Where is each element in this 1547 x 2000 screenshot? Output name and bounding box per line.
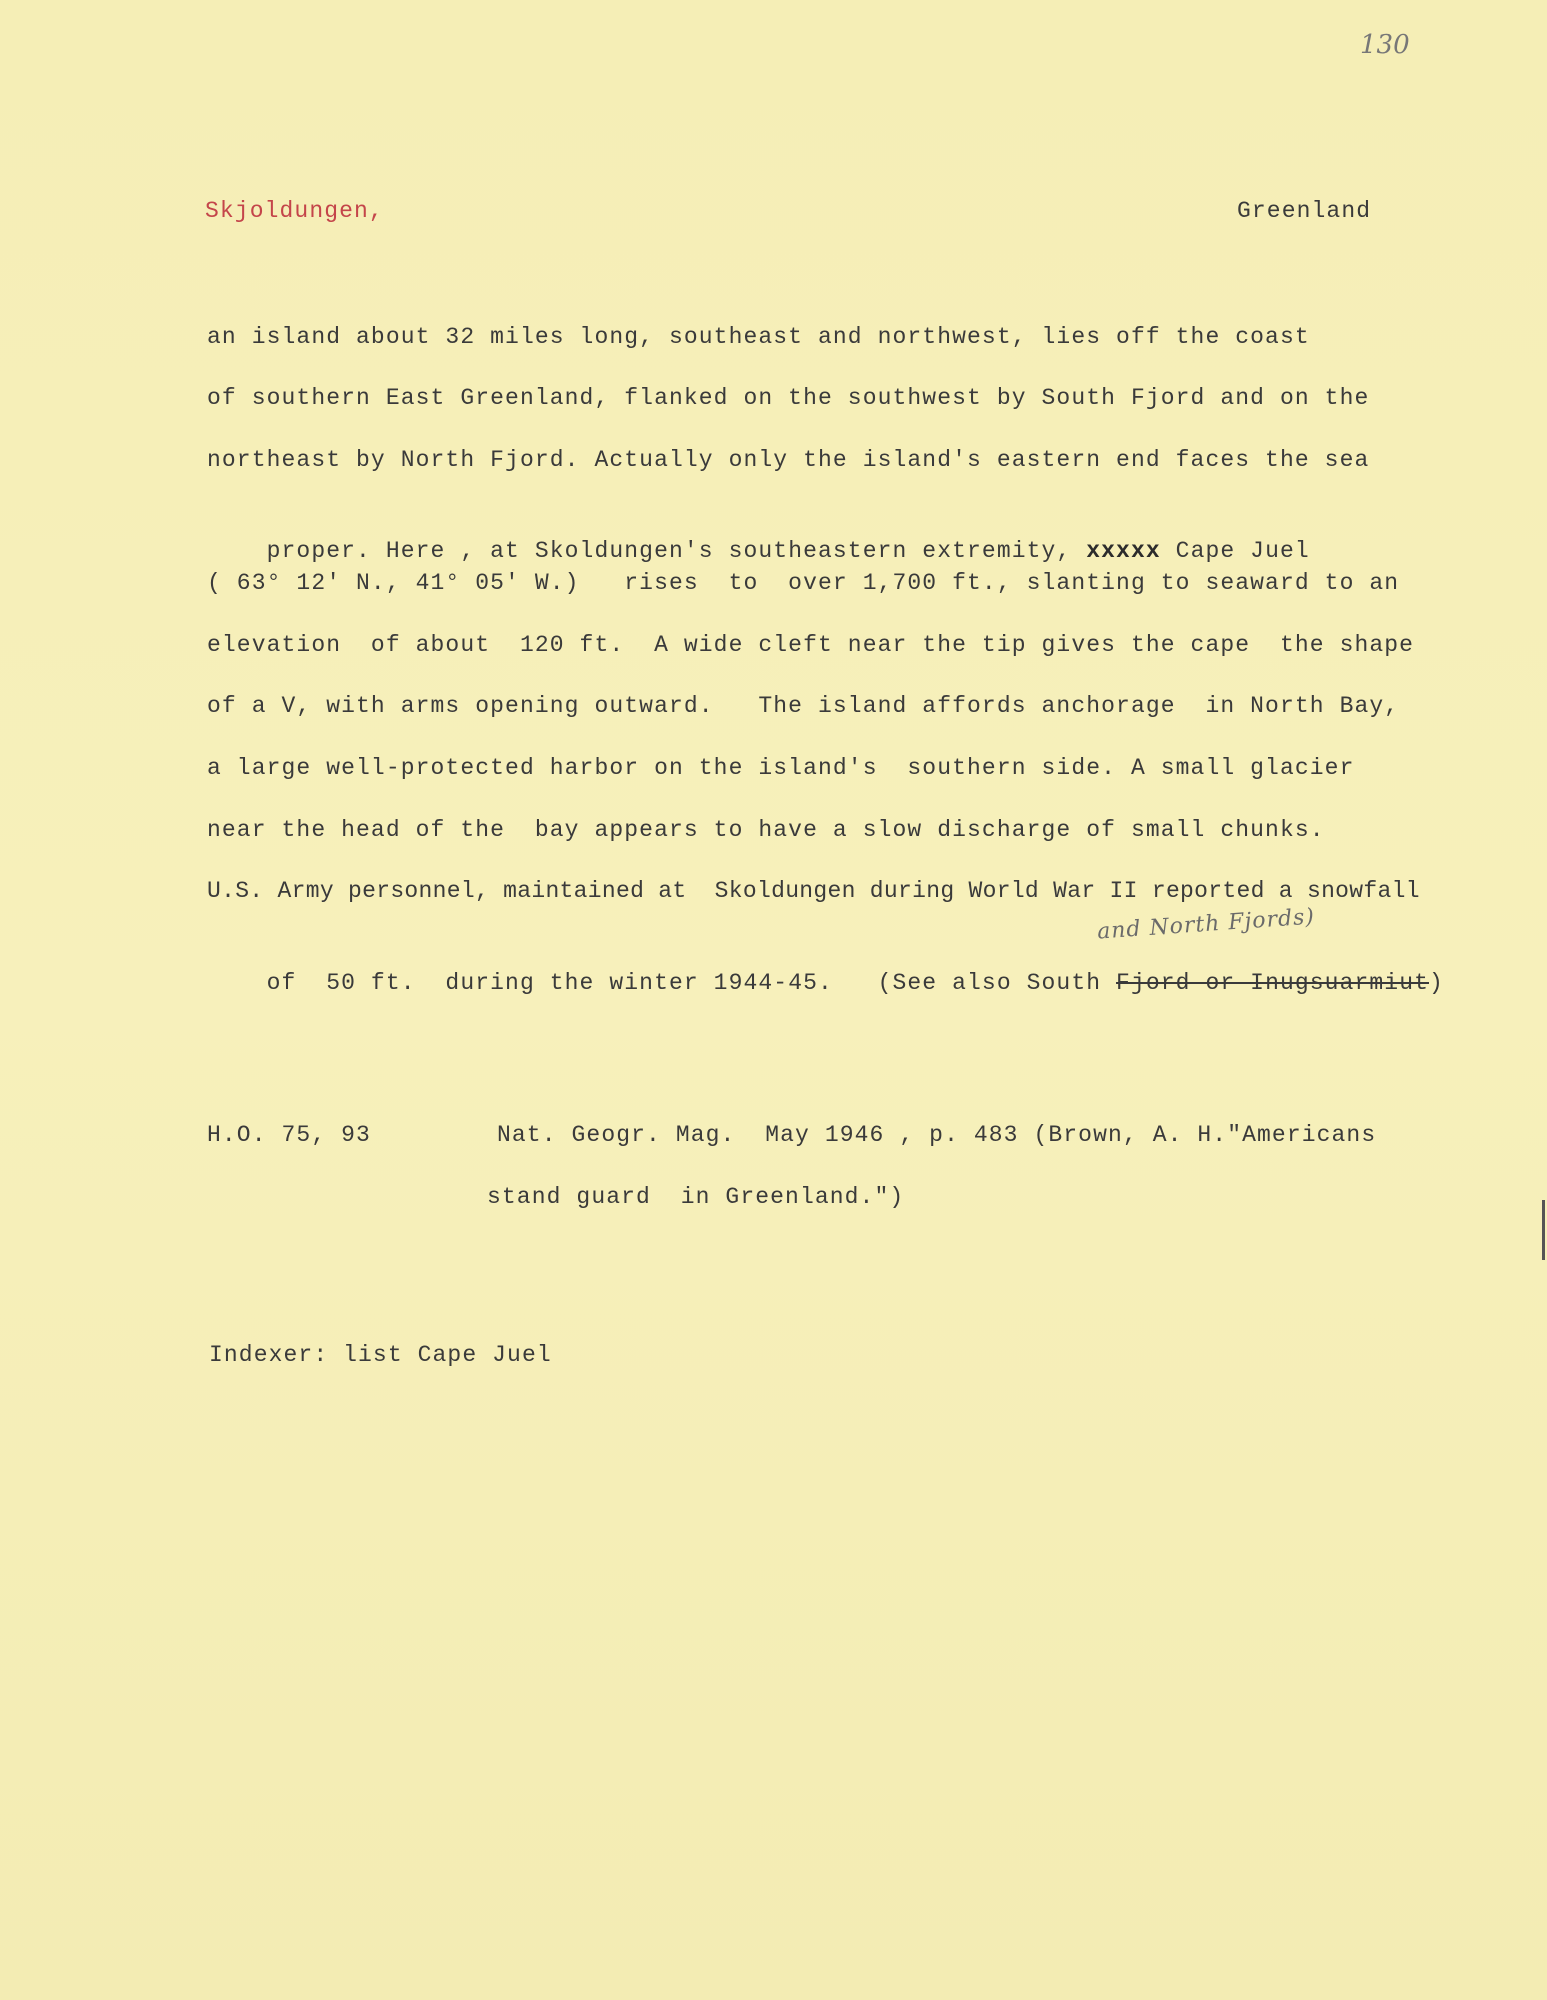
- closing-paren: ): [1429, 970, 1444, 996]
- reference-citation-1: Nat. Geogr. Mag. May 1946 , p. 483 (Brown, A. H."Americans: [497, 1122, 1377, 1148]
- reference-citation-2: stand guard in Greenland."): [487, 1184, 905, 1210]
- body-line-10: U.S. Army personnel, maintained at Skoldungen during World War II reported a snowfall: [207, 878, 1420, 904]
- reference-source: H.O. 75, 93: [207, 1122, 371, 1148]
- page-number: 130: [1360, 30, 1410, 60]
- page-edge-mark: [1542, 1200, 1545, 1260]
- body-line-3: northeast by North Fjord. Actually only the island's eastern end faces the sea: [207, 447, 1370, 473]
- entry-region: Greenland: [1237, 198, 1372, 224]
- indexer-note: Indexer: list Cape Juel: [209, 1342, 552, 1368]
- body-line-5: ( 63° 12' N., 41° 05' W.) rises to over 1,700 ft., slanting to seaward to an: [207, 570, 1400, 596]
- body-line-8: a large well-protected harbor on the island's southern side. A small glacier: [207, 755, 1355, 781]
- body-line-11: [207, 938, 1444, 1028]
- body-line-6: elevation of about 120 ft. A wide cleft near the tip gives the cape the shape: [207, 632, 1415, 658]
- handwritten-insert: and North Fjords): [1096, 904, 1316, 945]
- struck-text: Fjord or Inugsuarmiut: [1116, 970, 1429, 996]
- typed-over-xout: xxxxx: [1086, 538, 1161, 564]
- entry-title: Skjoldungen,: [205, 198, 384, 224]
- body-line-7: of a V, with arms opening outward. The island affords anchorage in North Bay,: [207, 693, 1400, 719]
- body-line-2: of southern East Greenland, flanked on the southwest by South Fjord and on the: [207, 385, 1370, 411]
- body-line-11-text: of 50 ft. during the winter 1944-45. (See also South: [266, 970, 1102, 996]
- body-line-9: near the head of the bay appears to have a slow discharge of small chunks.: [207, 817, 1325, 843]
- body-line-4-tail: Cape Juel: [1175, 538, 1310, 564]
- body-line-4-text: proper. Here , at Skoldungen's southeastern extremity,: [266, 538, 1072, 564]
- body-line-1: an island about 32 miles long, southeast and northwest, lies off the coast: [207, 324, 1310, 350]
